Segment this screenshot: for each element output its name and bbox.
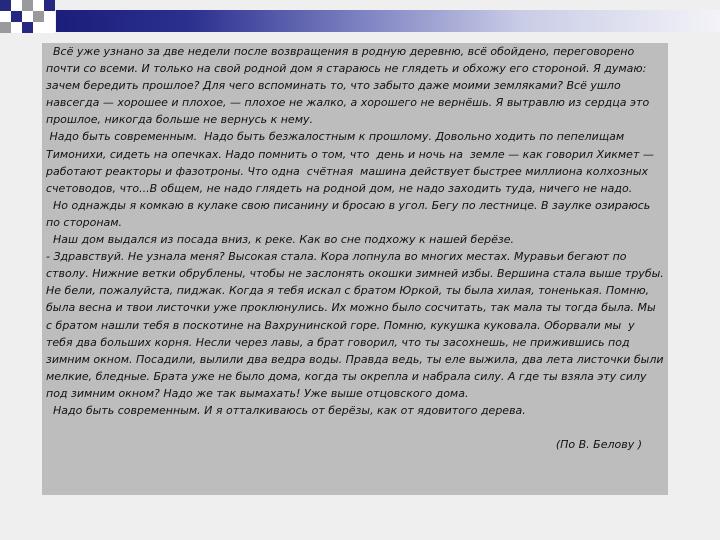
paragraph-6: Надо быть современным. И я отталкиваюсь от берёзы, как от ядовитого дерева. [46, 403, 526, 417]
checker-square [33, 11, 44, 22]
checker-square [22, 0, 33, 11]
checker-square [22, 22, 33, 33]
paragraph-5: - Здравствуй. Не узнала меня? Высокая стала. Кора лопнула во многих местах. Муравьи бегают по стволу. Нижние ветки обрублены, чтобы не заслонять окошки зимней избы. Вершина стала выше трубы. Не бели, пожалуйста, пиджак. Когда я тебя искал с братом Юркой, ты была хилая, тоненькая. Помню, была весна и твои листочки уже проклюнулись. Их можно было сосчитать, так мала ты тогда была. Мы с братом нашли тебя в поскотине на Вахрунинской горе. Помню, кукушка куковала. Оборвали мы у тебя два больших корня. Несли через лавы, а брат говорил, что ты засохнешь, не прижившись под зимним окном. Посадили, вылили два ведра воды. Правда ведь, ты еле выжила, два лета листочки были мелкие, бледные. Брата уже не было дома, когда ты окрепла и набрала силу. А где ты взяла эту силу под зимним окном? Надо же так вымахать! Уже выше отцовского дома. [46, 250, 668, 400]
checker-square [44, 11, 55, 22]
checker-square [33, 22, 44, 33]
checker-square [11, 0, 22, 11]
checker-square [44, 0, 55, 11]
checker-square [0, 0, 11, 11]
decorative-checker-pattern [0, 0, 56, 40]
checker-square [0, 11, 11, 22]
paragraph-2: Надо быть современным. Надо быть безжалостным к прошлому. Довольно ходить по пепелищам Тимонихи, сидеть на опечках. Надо помнить о том, что день и ночь на земле — как говорил Хикмет — работают реакторы и фазотроны. Что одна счётная машина действует быстрее миллиона колхозных счетоводов, что...В общем, не надо глядеть на родной дом, не надо заходить туда, ничего не надо. [46, 130, 658, 195]
checker-square [44, 22, 55, 33]
header-gradient-bar [56, 10, 720, 32]
paragraph-4: Наш дом выдался из посада вниз, к реке. Как во сне подхожу к нашей берёзе. [46, 233, 514, 247]
text-block [42, 43, 668, 495]
checker-square [33, 0, 44, 11]
checker-square [22, 11, 33, 22]
checker-square [11, 22, 22, 33]
author-attribution: (По В. Белову ) [555, 438, 642, 452]
checker-square [11, 11, 22, 22]
checker-square [0, 22, 11, 33]
paragraph-3: Но однажды я комкаю в кулаке свою писанину и бросаю в угол. Бегу по лестнице. В заулке озираюсь по сторонам. [46, 198, 654, 229]
paragraph-1: Всё уже узнано за две недели после возвращения в родную деревню, всё обойдено, переговорено почти со всеми. И только на свой родной дом я стараюсь не глядеть и обхожу его стороной. Я думаю: зачем бередить прошлое? Для чего вспоминать то, что забыто даже моими земляками? Всё ушло навсегда — хорошее и плохое, — плохое не жалко, а хорошего не вернёшь. Я вытравлю из сердца это прошлое, никогда больше не вернусь к нему. [46, 45, 653, 127]
